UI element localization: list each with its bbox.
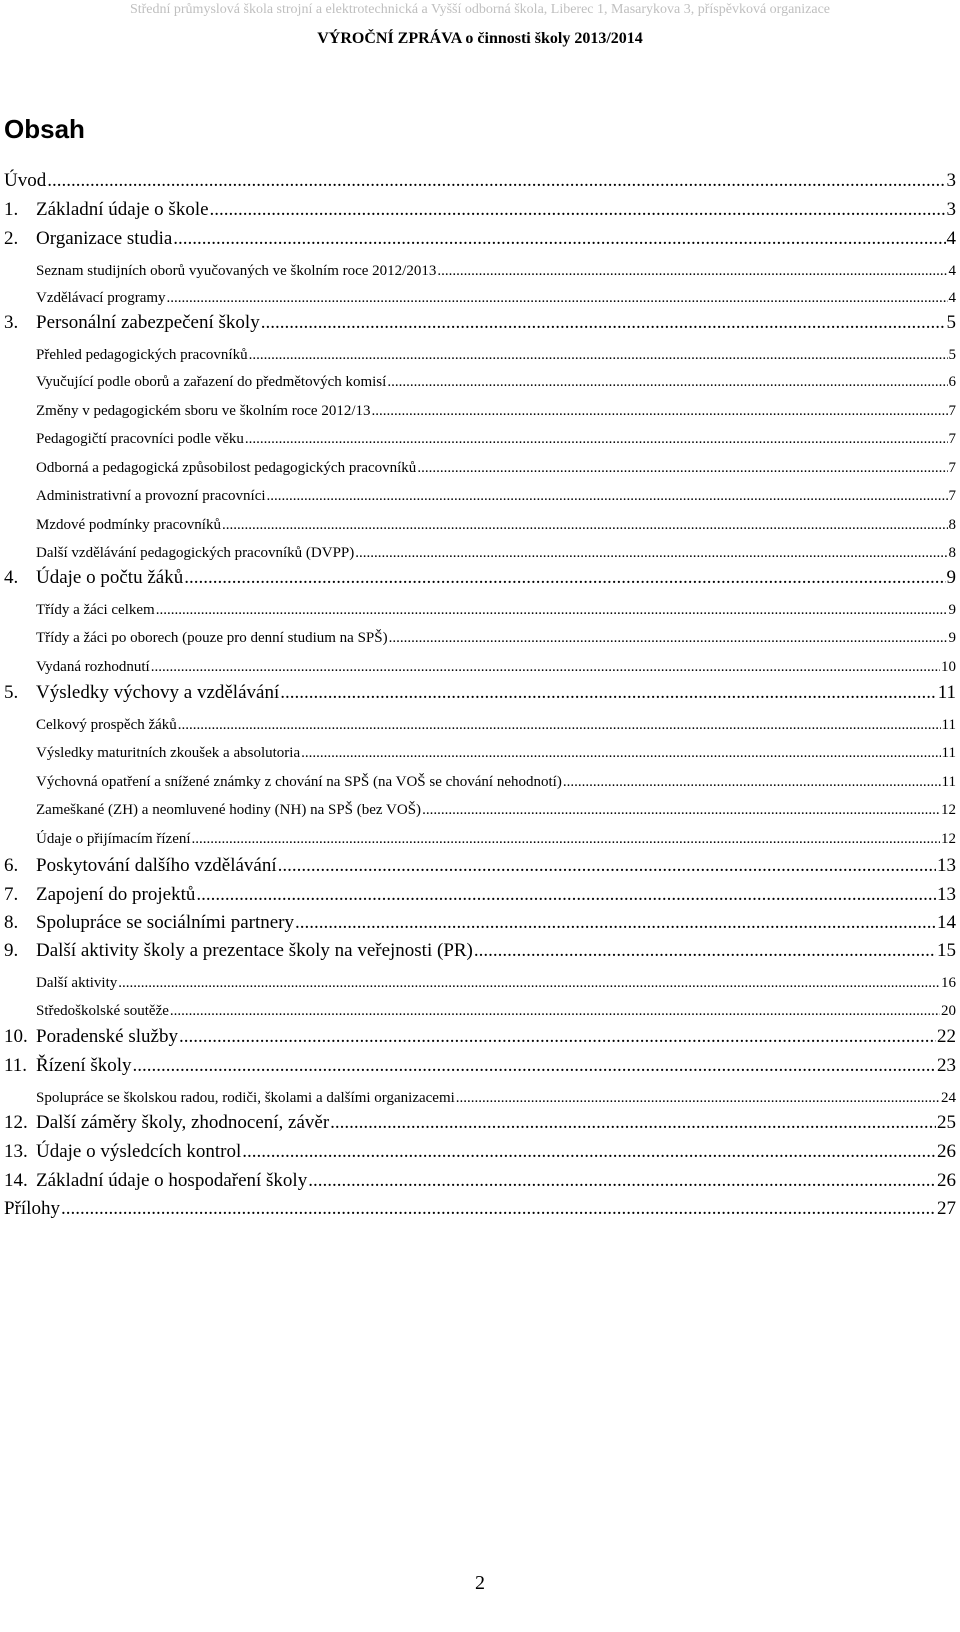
- toc-entry-page: 12: [941, 802, 956, 818]
- toc-entry[interactable]: [0, 336, 960, 364]
- toc-entry-label: Základní údaje o hospodaření školy: [36, 1170, 308, 1191]
- toc-entry[interactable]: [0, 534, 960, 562]
- toc-entry[interactable]: [0, 1079, 960, 1107]
- toc-entry-number: 11.: [4, 1055, 28, 1076]
- toc-leader-dots: [222, 517, 948, 534]
- toc-entry-page: 3: [946, 170, 956, 191]
- toc-entry[interactable]: [0, 1020, 960, 1048]
- toc-entry-label: Přehled pedagogických pracovníků: [36, 347, 248, 363]
- toc-entry[interactable]: [0, 279, 960, 307]
- toc-entry-number: 1.: [4, 199, 19, 220]
- toc-entry[interactable]: [0, 1106, 960, 1134]
- toc-entry-number: 9.: [4, 940, 19, 961]
- toc-entry[interactable]: [0, 591, 960, 619]
- toc-entry-label: Odborná a pedagogická způsobilost pedagogických pracovníků: [36, 460, 417, 476]
- toc-leader-dots: [456, 1090, 940, 1107]
- toc-leader-dots: [184, 567, 945, 589]
- toc-entry[interactable]: [0, 964, 960, 992]
- toc-entry[interactable]: [0, 306, 960, 334]
- toc-entry-label: Organizace studia: [36, 228, 173, 249]
- toc-leader-dots: [372, 403, 948, 420]
- toc-entry-page: 26: [937, 1170, 956, 1191]
- toc-leader-dots: [249, 347, 948, 364]
- toc-entry-number: 6.: [4, 855, 19, 876]
- toc-entry-page: 4: [946, 228, 956, 249]
- toc-entry-label: Přílohy: [4, 1198, 60, 1219]
- toc-entry[interactable]: [0, 506, 960, 534]
- toc-entry-label: Další aktivity školy a prezentace školy na veřejnosti (PR): [36, 940, 473, 961]
- toc-entry[interactable]: [0, 252, 960, 280]
- toc-leader-dots: [330, 1112, 936, 1134]
- toc-entry-label: Poskytování dalšího vzdělávání: [36, 855, 277, 876]
- toc-entry-page: 14: [937, 912, 956, 933]
- toc-leader-dots: [210, 199, 946, 221]
- toc-entry[interactable]: [0, 392, 960, 420]
- toc-entry[interactable]: [0, 164, 960, 192]
- toc-entry[interactable]: [0, 477, 960, 505]
- toc-leader-dots: [61, 1198, 936, 1220]
- toc-leader-dots: [179, 1026, 936, 1048]
- toc-entry-page: 6: [948, 374, 956, 390]
- toc-entry-label: Údaje o výsledcích kontrol: [36, 1141, 242, 1162]
- toc-entry-label: Vzdělávací programy: [36, 290, 166, 306]
- toc-entry[interactable]: [0, 193, 960, 221]
- report-title: VÝROČNÍ ZPRÁVA o činnosti školy 2013/2014: [317, 30, 643, 47]
- toc-entry-label: Mzdové podmínky pracovníků: [36, 517, 221, 533]
- toc-entry-page: 5: [948, 347, 956, 363]
- toc-entry-label: Celkový prospěch žáků: [36, 717, 177, 733]
- toc-entry[interactable]: [0, 1049, 960, 1077]
- toc-leader-dots: [301, 745, 940, 762]
- toc-entry[interactable]: [0, 1192, 960, 1220]
- toc-entry-page: 4: [948, 290, 956, 306]
- toc-leader-dots: [118, 975, 940, 992]
- toc-entry-label: Zameškané (ZH) a neomluvené hodiny (NH) na SPŠ (bez VOŠ): [36, 802, 422, 818]
- toc-leader-dots: [170, 1003, 940, 1020]
- toc-entry-label: Další vzdělávání pedagogických pracovníků (DVPP): [36, 545, 355, 561]
- toc-entry-label: Pedagogičtí pracovníci podle věku: [36, 431, 244, 447]
- toc-leader-dots: [278, 855, 936, 877]
- toc-entry-label: Údaje o počtu žáků: [36, 567, 184, 588]
- toc-entry-label: Výsledky výchovy a vzdělávání: [36, 682, 280, 703]
- toc-entry-label: Další záměry školy, zhodnocení, závěr: [36, 1112, 330, 1133]
- toc-leader-dots: [261, 312, 946, 334]
- toc-leader-dots: [267, 488, 948, 505]
- toc-leader-dots: [192, 831, 940, 848]
- toc-leader-dots: [173, 228, 945, 250]
- toc-entry[interactable]: [0, 561, 960, 589]
- toc-entry-label: Výsledky maturitních zkoušek a absolutoria: [36, 745, 301, 761]
- toc-entry-page: 7: [948, 431, 956, 447]
- toc-entry-label: Třídy a žáci celkem: [36, 602, 155, 618]
- toc-entry[interactable]: [0, 820, 960, 848]
- toc-entry[interactable]: [0, 992, 960, 1020]
- toc-entry-page: 11: [941, 717, 956, 733]
- toc-entry-page: 13: [937, 855, 956, 876]
- toc-entry-page: 7: [948, 488, 956, 504]
- toc-leader-dots: [245, 431, 948, 448]
- toc-entry[interactable]: [0, 934, 960, 962]
- toc-entry-page: 9: [948, 630, 956, 646]
- toc-entry-label: Změny v pedagogickém sboru ve školním roce 2012/13: [36, 403, 371, 419]
- toc-entry[interactable]: [0, 849, 960, 877]
- toc-entry-label: Zapojení do projektů: [36, 884, 196, 905]
- toc-entry-number: 7.: [4, 884, 19, 905]
- toc-leader-dots: [422, 802, 940, 819]
- toc-leader-dots: [389, 630, 948, 647]
- toc-entry[interactable]: [0, 420, 960, 448]
- toc-leader-dots: [156, 602, 948, 619]
- toc-entry-label: Vydaná rozhodnutí: [36, 659, 150, 675]
- toc-leader-dots: [437, 263, 947, 280]
- toc-entry-label: Spolupráce se školskou radou, rodiči, školami a dalšími organizacemi: [36, 1090, 455, 1106]
- toc-entry-page: 20: [941, 1003, 956, 1019]
- toc-leader-dots: [387, 374, 947, 391]
- toc-entry-label: Administrativní a provozní pracovníci: [36, 488, 266, 504]
- toc-leader-dots: [280, 682, 936, 704]
- toc-leader-dots: [308, 1170, 936, 1192]
- toc-entry-number: 2.: [4, 228, 19, 249]
- toc-entry-page: 15: [937, 940, 956, 961]
- toc-leader-dots: [355, 545, 947, 562]
- toc-entry-page: 22: [937, 1026, 956, 1047]
- toc-entry-label: Další aktivity: [36, 975, 118, 991]
- toc-entry-page: 23: [937, 1055, 956, 1076]
- toc-entry-page: 27: [937, 1198, 956, 1219]
- toc-entry-page: 4: [948, 263, 956, 279]
- toc-entry-page: 8: [948, 545, 956, 561]
- toc-leader-dots: [563, 774, 941, 791]
- toc-entry-number: 4.: [4, 567, 19, 588]
- toc-entry-label: Spolupráce se sociálními partnery: [36, 912, 295, 933]
- toc-entry-number: 13.: [4, 1141, 28, 1162]
- toc-entry[interactable]: [0, 1164, 960, 1192]
- toc-entry[interactable]: [0, 449, 960, 477]
- toc-leader-dots: [242, 1141, 936, 1163]
- toc-entry-page: 7: [948, 460, 956, 476]
- toc-entry[interactable]: [0, 648, 960, 676]
- toc-entry[interactable]: [0, 222, 960, 250]
- toc-entry[interactable]: [0, 763, 960, 791]
- toc-entry-page: 11: [941, 774, 956, 790]
- toc-entry-number: 10.: [4, 1026, 28, 1047]
- toc-entry-label: Řízení školy: [36, 1055, 132, 1076]
- toc-leader-dots: [178, 717, 941, 734]
- toc-entry-label: Středoškolské soutěže: [36, 1003, 169, 1019]
- toc-leader-dots: [417, 460, 947, 477]
- toc-entry-page: 12: [941, 831, 956, 847]
- toc-entry-page: 13: [937, 884, 956, 905]
- toc-leader-dots: [133, 1055, 936, 1077]
- toc-entry[interactable]: [0, 363, 960, 391]
- toc-entry-page: 24: [941, 1090, 956, 1106]
- toc-entry[interactable]: [0, 706, 960, 734]
- toc-entry-label: Personální zabezpečení školy: [36, 312, 260, 333]
- toc-leader-dots: [474, 940, 936, 962]
- toc-entry-label: Výchovná opatření a snížené známky z chování na SPŠ (na VOŠ se chování nehodnotí): [36, 774, 562, 790]
- toc-entry-number: 14.: [4, 1170, 28, 1191]
- toc-leader-dots: [196, 884, 936, 906]
- school-header: Střední průmyslová škola strojní a elektrotechnická a Vyšší odborná škola, Liberec 1, Masarykova 3, příspěvková organizace: [129, 2, 831, 17]
- toc-entry-page: 11: [941, 745, 956, 761]
- toc-entry-page: 7: [948, 403, 956, 419]
- toc-entry-page: 9: [948, 602, 956, 618]
- toc-entry-label: Vyučující podle oborů a zařazení do předmětových komisí: [36, 374, 387, 390]
- toc-entry[interactable]: [0, 619, 960, 647]
- toc-entry-page: 5: [946, 312, 956, 333]
- toc-entry-number: 5.: [4, 682, 19, 703]
- toc-entry[interactable]: [0, 734, 960, 762]
- toc-entry-label: Základní údaje o škole: [36, 199, 209, 220]
- toc-entry-label: Seznam studijních oborů vyučovaných ve školním roce 2012/2013: [36, 263, 437, 279]
- toc-entry-label: Poradenské služby: [36, 1026, 178, 1047]
- toc-entry[interactable]: [0, 1135, 960, 1163]
- toc-leader-dots: [151, 659, 940, 676]
- toc-entry-number: 3.: [4, 312, 19, 333]
- toc-entry-label: Úvod: [4, 170, 47, 191]
- toc-leader-dots: [167, 290, 948, 307]
- toc-entry-page: 26: [937, 1141, 956, 1162]
- toc-entry-number: 12.: [4, 1112, 28, 1133]
- toc-leader-dots: [295, 912, 936, 934]
- toc-entry-page: 25: [937, 1112, 956, 1133]
- toc-entry-label: Údaje o přijímacím řízení: [36, 831, 191, 847]
- toc-entry-label: Třídy a žáci po oborech (pouze pro denní studium na SPŠ): [36, 630, 388, 646]
- toc-entry-page: 9: [946, 567, 956, 588]
- toc-entry[interactable]: [0, 791, 960, 819]
- toc-entry-page: 10: [941, 659, 956, 675]
- toc-entry-page: 16: [941, 975, 956, 991]
- toc-entry-page: 8: [948, 517, 956, 533]
- toc-entry-number: 8.: [4, 912, 19, 933]
- toc-leader-dots: [47, 170, 945, 192]
- toc-title: Obsah: [4, 114, 85, 144]
- toc-entry-page: 3: [946, 199, 956, 220]
- toc-entry[interactable]: [0, 676, 960, 704]
- toc-entry[interactable]: [0, 906, 960, 934]
- toc-entry[interactable]: [0, 878, 960, 906]
- toc-entry-page: 11: [937, 682, 956, 703]
- page-number: 2: [475, 1572, 485, 1594]
